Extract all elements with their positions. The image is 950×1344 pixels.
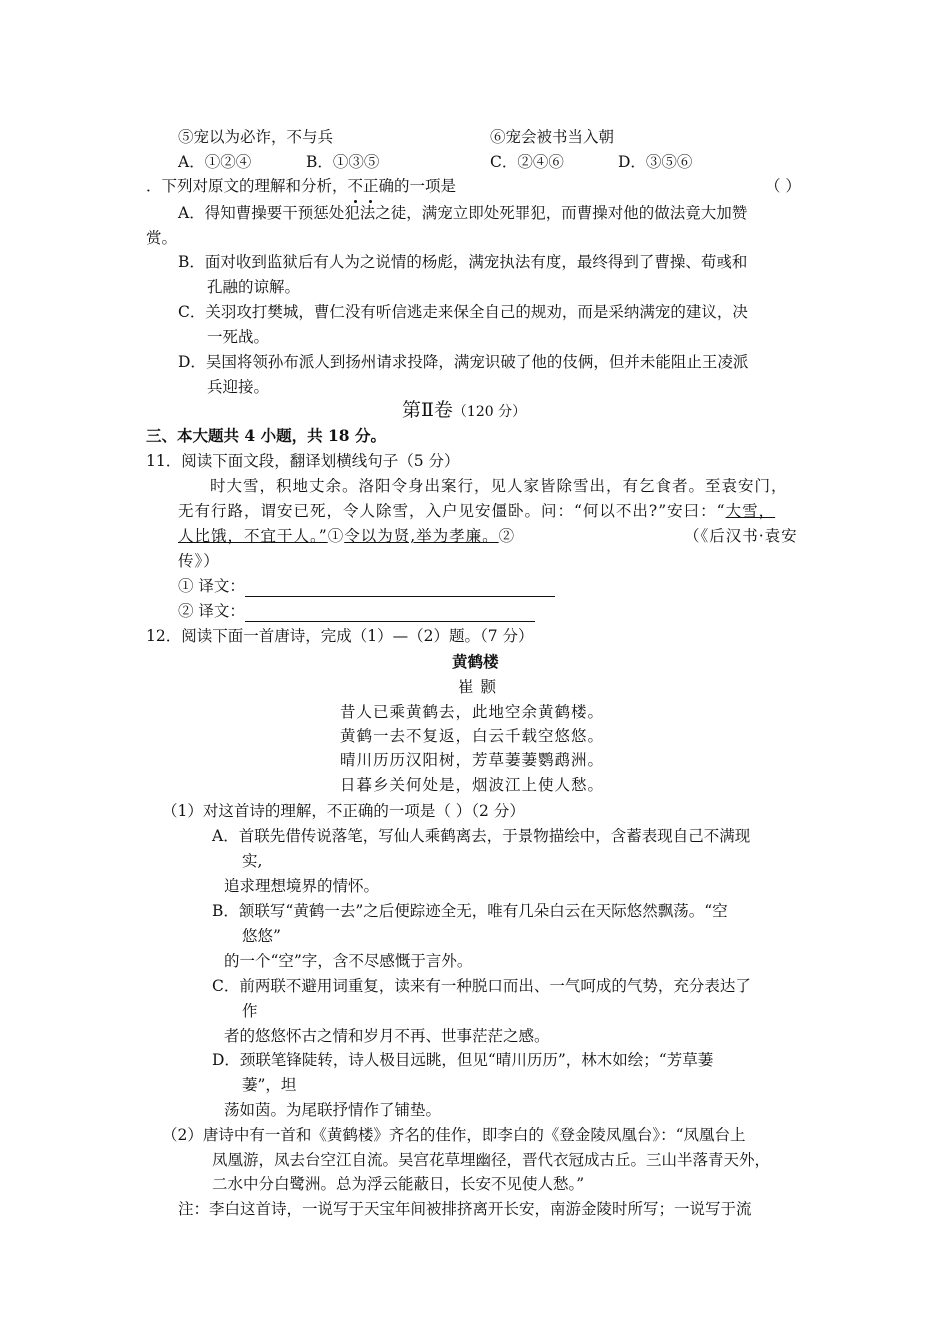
translation-2-blank[interactable] [245, 605, 535, 622]
q11-passage-line1: 时大雪，积地丈余。洛阳令身出案行，见人家皆除雪出，有乞食者。至袁安门， [210, 477, 788, 495]
q12-option-a-line1: A．首联先借传说落笔，写仙人乘鹤离去，于景物描绘中，含蓄表现自己不满现 [212, 827, 751, 845]
emphasis-char: 不 [348, 175, 364, 197]
analysis-option-a-line1: A．得知曹操要干预惩处犯法之徒，满宠立即处死罪犯，而曹操对他的做法竟大加赞 [178, 204, 748, 222]
q12-option-c-line2: 作 [242, 1002, 258, 1020]
q12-sub1-stem: （1）对这首诗的理解，不正确的一项是（ ）（2 分） [162, 802, 525, 820]
analysis-option-a-line2: 赏。 [146, 229, 178, 247]
analysis-option-c-line2: 一死战。 [207, 328, 270, 346]
poem-line: 日暮乡关何处是，烟波江上使人愁。 [340, 776, 605, 794]
part-title: 第Ⅱ卷（120 分） [402, 399, 527, 421]
choice-c: C．②④⑥ [490, 153, 564, 171]
analysis-option-b-line2: 孔融的谅解。 [207, 278, 301, 296]
answer-paren: （ ） [765, 177, 801, 195]
poem-line: 黄鹤一去不复返，白云千载空悠悠。 [340, 727, 605, 745]
poem-line: 昔人已乘黄鹤去，此地空余黄鹤楼。 [340, 703, 605, 721]
analysis-option-b-line1: B．面对收到监狱后有人为之说情的杨彪，满宠执法有度，最终得到了曹操、荀彧和 [178, 253, 748, 271]
choice-b: B．①③⑤ [306, 153, 380, 171]
choice-a: A．①②④ [178, 153, 252, 171]
q12-option-d-line1: D．颈联笔锋陡转，诗人极目远眺，但见“晴川历历”，林木如绘；“芳草萋 [212, 1051, 714, 1069]
q12-sub2-line1: （2）唐诗中有一首和《黄鹤楼》齐名的佳作，即李白的《登金陵凤凰台》：“凤凰台上 [162, 1126, 746, 1144]
q12-option-c-line3: 者的悠悠怀古之情和岁月不再、世事茫茫之感。 [224, 1027, 550, 1045]
poem-title: 黄鹤楼 [452, 652, 499, 671]
q11-passage-line3: 人比饿，不宜干人。”①令以为贤,举为孝廉。② [178, 527, 516, 545]
q11-stem: 11．阅读下面文段，翻译划横线句子（5 分） [146, 452, 460, 470]
q12-option-a-line3: 追求理想境界的情怀。 [224, 877, 380, 895]
option-5: ⑤宠以为必诈，不与兵 [178, 128, 334, 146]
q12-stem: 12．阅读下面一首唐诗，完成（1）—（2）题。（7 分） [146, 627, 534, 645]
poem-author: 崔 颢 [458, 678, 497, 696]
choice-d: D．③⑤⑥ [618, 153, 693, 171]
section-heading: 三、本大题共 4 小题，共 18 分。 [146, 426, 386, 445]
q12-option-c-line1: C．前两联不避用词重复，读来有一种脱口而出、一气呵成的气势，充分表达了 [212, 977, 751, 995]
analysis-option-c-line1: C．关羽攻打樊城，曹仁没有听信逃走来保全自己的规劝，而是采纳满宠的建议，决 [178, 303, 748, 321]
translation-1-blank[interactable] [245, 580, 555, 597]
q11-passage-line2: 无有行路，谓安已死，令人除雪，入户见安僵卧。问：“何以不出?”安曰：“大雪， [178, 502, 776, 520]
option-6: ⑥宠会被书当入朝 [490, 128, 615, 146]
poem-line: 晴川历历汉阳树，芳草萋萋鹦鹉洲。 [340, 751, 605, 769]
q12-sub2-line2: 凤凰游，凤去台空江自流。吴宫花草埋幽径，晋代衣冠成古丘。三山半落青天外， [212, 1151, 771, 1169]
translation-2: ② 译文： [178, 600, 535, 622]
q12-sub2-line3: 二水中分白鹭洲。总为浮云能蔽日，长安不见使人愁。” [212, 1175, 585, 1193]
q12-option-d-line3: 荡如茵。为尾联抒情作了铺垫。 [224, 1101, 442, 1119]
analysis-option-d-line1: D．吴国将领孙布派人到扬州请求投降，满宠识破了他的伎俩，但并未能阻止王凌派 [178, 353, 749, 371]
analysis-option-d-line2: 兵迎接。 [207, 378, 270, 396]
q11-source-end: 传》） [178, 552, 220, 570]
emphasis-char: 正 [363, 175, 379, 197]
q12-option-b-line2: 悠悠” [242, 927, 281, 945]
analysis-question-stem: ．下列对原文的理解和分析，不 正 确的一项是 [146, 175, 456, 197]
translation-1: ① 译文： [178, 575, 555, 597]
q12-option-a-line2: 实, [242, 852, 263, 870]
q12-option-d-line2: 萋”，坦 [242, 1076, 297, 1094]
q12-note: 注：李白这首诗，一说写于天宝年间被排挤离开长安，南游金陵时所写；一说写于流 [178, 1200, 752, 1218]
q12-option-b-line1: B．颔联写“黄鹤一去”之后便踪迹全无，唯有几朵白云在天际悠然飘荡。“空 [212, 902, 728, 920]
q11-source: （《后汉书·袁安 [684, 527, 798, 545]
q12-option-b-line3: 的一个“空”字，含不尽感慨于言外。 [224, 952, 473, 970]
